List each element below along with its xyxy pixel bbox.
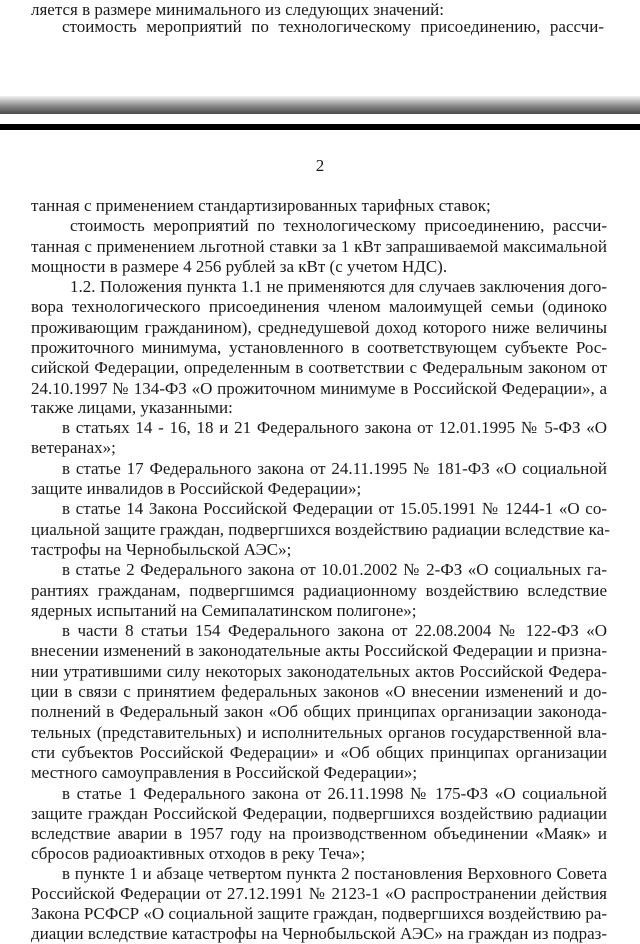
body-text-line: рантиях гражданам, подвергшимся радиационному воздействию вследствие	[31, 581, 607, 600]
body-text-line: Закона РСФСР «О социальной защите граждан, подвергшихся воздействию ра-	[31, 904, 608, 923]
body-text-line: в статье 2 Федерального закона от 10.01.2002 № 2-ФЗ «О социальных га-	[62, 560, 607, 579]
body-text-line: тастрофы на Чернобыльской АЭС»;	[31, 540, 292, 559]
body-text-line: сбросов радиоактивных отходов в реку Теча»;	[31, 844, 366, 863]
body-text-line: в статьях 14 - 16, 18 и 21 Федерального закона от 12.01.1995 № 5-ФЗ «О	[62, 418, 607, 437]
body-text-line: в статье 17 Федерального закона от 24.11.1995 № 181-ФЗ «О социальной	[62, 459, 607, 478]
page-break-edge	[0, 124, 640, 130]
body-text-line: ции в связи с принятием федеральных законов «О внесении изменений и до-	[31, 682, 607, 701]
body-text-line: вора технологического присоединения членом малоимущей семьи (одиноко	[31, 297, 607, 316]
body-text-line: ядерных испытаний на Семипалатинском полигоне»;	[31, 601, 417, 620]
body-text-line: танная с применением льготной ставки за 1 кВт запрашиваемой максимальной	[31, 237, 607, 256]
previous-page-line: стоимость мероприятий по технологическому присоединению, рассчи-	[62, 17, 604, 36]
body-text-line: нии утратившими силу некоторых законодательных актов Российской Федера-	[31, 662, 607, 681]
body-text-line: полнений в Федеральный закон «Об общих принципах организации законода-	[31, 702, 607, 721]
body-text-line: также лицами, указанными:	[31, 398, 233, 417]
body-text-line: прожиточного минимума, установленного в соответствующем субъекте Рос-	[31, 338, 607, 357]
body-text-line: в части 8 статьи 154 Федерального закона от 22.08.2004 № 122-ФЗ «О	[62, 621, 607, 640]
page-break-gap	[0, 114, 640, 124]
body-text-line: 1.2. Положения пункта 1.1 не применяются для случаев заключения дого-	[70, 277, 607, 296]
body-text-line: в статье 1 Федерального закона от 26.11.1998 № 175-ФЗ «О социальной	[62, 784, 607, 803]
body-text-line: циальной защите граждан, подвергшихся воздействию радиации вследствие ка-	[31, 520, 610, 539]
body-text-line: сти субъектов Российской Федерации» и «Об общих принципах организации	[31, 743, 607, 762]
body-text-line: местного самоуправления в Российской Федерации»;	[31, 763, 418, 782]
body-text-line: защите граждан Российской Федерации, подвергшихся воздействию радиации	[31, 804, 607, 823]
previous-page-fragment	[0, 0, 640, 100]
body-text-line: тельных (представительных) и исполнительных органов государственной вла-	[31, 723, 607, 742]
body-text-line: диации вследствие катастрофы на Чернобыльской АЭС» на граждан из подраз-	[31, 924, 607, 943]
body-text-line: Российской Федерации от 27.12.1991 № 2123-1 «О распространении действия	[31, 884, 607, 903]
page-number: 2	[315, 156, 325, 175]
body-text-line: вследствие аварии в 1957 году на производственном объединении «Маяк» и	[31, 824, 607, 843]
body-text-line: стоимость мероприятий по технологическому присоединению, рассчи-	[70, 216, 607, 235]
body-text-line: в статье 14 Закона Российской Федерации от 15.05.1991 № 1244-1 «О со-	[62, 499, 607, 518]
body-text-line: 24.10.1997 № 134-ФЗ «О прожиточном минимуме в Российской Федерации», а	[31, 379, 607, 398]
body-text-line: внесении изменений в законодательные акты Российской Федерации и призна-	[31, 641, 607, 660]
body-text-line: проживающим гражданином), среднедушевой доход которого ниже величины	[31, 318, 607, 337]
page-break-shadow	[0, 96, 640, 114]
body-text-line: мощности в размере 4 256 рублей за кВт (с учетом НДС).	[31, 257, 448, 276]
body-text-line: защите инвалидов в Российской Федерации»;	[31, 479, 362, 498]
previous-page-line: ляется в размере минимального из следующих значений:	[31, 0, 445, 19]
body-text-line: в пункте 1 и абзаце четвертом пункта 2 постановления Верховного Совета	[62, 864, 607, 883]
body-text-line: сийской Федерации, определенным в соответствии с Федеральным законом от	[31, 358, 607, 377]
body-text-line: танная с применением стандартизированных тарифных ставок;	[31, 196, 491, 215]
body-text-line: ветеранах»;	[31, 438, 116, 457]
